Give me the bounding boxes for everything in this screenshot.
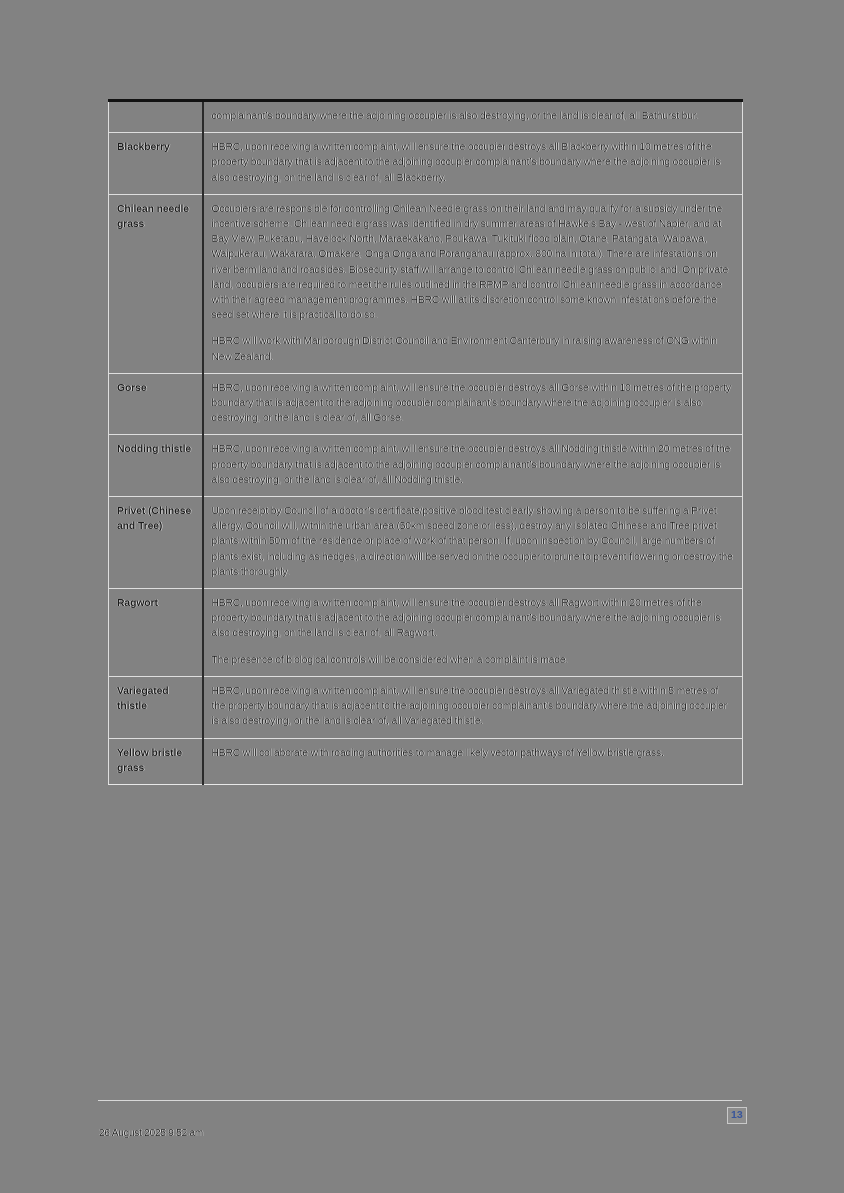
pest-name-cell: Variegated thistle	[109, 676, 203, 738]
pest-name-cell: Gorse	[109, 373, 203, 435]
rule-paragraph: Upon receipt by Council of a doctor’s certificate/positive blood test clearly showing a person to be suffering a Privet allergy, Council will, within the urban area (50km speed zone or less), destroy any isolated Chinese and Tree privet plants within 50m of the residence or place of work of that person. If, upon inspection by Council, large numbers of plants exist, including as hedges, a direction will be served on the occupier to prune to prevent flowering or destroy the plants thoroughly.	[211, 506, 733, 578]
pest-rule-cell	[203, 738, 743, 784]
pest-name-cell: Nodding thistle	[109, 435, 203, 497]
table-row	[109, 194, 743, 373]
pest-rule-cell	[203, 194, 743, 373]
footer-divider	[98, 1100, 742, 1101]
table-row	[109, 133, 743, 195]
pest-rule-cell	[203, 435, 743, 497]
rule-paragraph: HBRC will collaborate with roading authorities to manage likely vector pathways of Yellow bristle grass.	[211, 747, 664, 759]
pest-name-cell: Blackberry	[109, 133, 203, 195]
footer-timestamp: 26 August 2025 9.52 am	[99, 1128, 204, 1139]
rule-paragraph: HBRC, upon receiving a written complaint, will ensure the occupier destroys all Gorse within 10 metres of the property boundary that is adjacent to the adjoining occupier complainant’s boundary where the adjoining occupier is also destroying, or the land is clear of, all Gorse.	[211, 382, 731, 425]
rule-paragraph: HBRC, upon receiving a written complaint, will ensure the occupier destroys all Blackberry within 10 metres of the property boundary that is adjacent to the adjoining occupier complainant’s boundary where the adjoining occupier is also destroying, on the land is clear of, all Blackberry.	[211, 142, 721, 184]
table-row	[109, 676, 743, 738]
pest-name-cell: Privet (Chinese and Tree)	[109, 497, 203, 589]
table-row	[109, 435, 743, 497]
pest-rule-cell	[203, 676, 743, 738]
rule-paragraph: HBRC, upon receiving a written complaint, will ensure the occupier destroys all Nodding thistle within 20 metres of the property boundary that is adjacent to the adjoining occupier complainant’s boundary where the adjoining occupier is also destroying, or the land is clear of, all Nodding thistle.	[211, 444, 731, 486]
pest-rule-cell	[203, 133, 743, 195]
rule-paragraph: complainant’s boundary where the adjoining occupier is also destroying, or the land is clear of, all Bathurst bur.	[211, 111, 699, 122]
pest-rule-cell	[203, 497, 743, 589]
rule-paragraph: The presence of biological controls will be considered when a complaint is made.	[211, 654, 569, 666]
table-row	[109, 497, 743, 589]
pest-name-cell	[109, 101, 203, 133]
pest-name-cell: Chilean needle grass	[109, 194, 203, 373]
table-row	[109, 738, 743, 784]
table-row	[109, 373, 743, 435]
pest-rule-cell	[203, 589, 743, 677]
table-body	[109, 101, 743, 785]
pest-rules-table	[108, 99, 743, 785]
pest-rule-cell	[203, 373, 743, 435]
pest-name-cell: Yellow bristle grass	[109, 738, 203, 784]
page-number: 13	[727, 1107, 747, 1124]
rule-paragraph: HBRC, upon receiving a written complaint, will ensure the occupier destroys all Variegated thistle within 5 metres of the property boundary that is adjacent to the adjoining occupier complainant’s boundary where the adjoining occupier is also destroying, or the land is clear of, all Variegated thistle.	[211, 685, 727, 728]
table-row	[109, 589, 743, 677]
pest-name-cell: Ragwort	[109, 589, 203, 677]
rule-paragraph: Occupiers are responsible for controlling Chilean Needle grass on their land and may qualify for a subsidy under the incentive scheme. Chilean needle grass was identified in dry summer areas of Hawke’s Bay - west of Napier, and at Bay View, Puketapu, Havelock North, Maraekakaho, Poukawa, Tukituki flood plain, Otane, Patangata, Waipawa, Waipukerau, Wakarara, Omakere, Onga Onga and Porangahau (approx. 800 ha in total). There are infestations on river berm land and roadsides. Biosecurity staff will arrange to control Chilean needle grass on public land. On private land, occupiers are required to meet the rules outlined in the RPMP and control Chilean needle grass in accordance with their agreed management programmes. HBRC will at its discretion control some known infestations before the seed set where it is practical to do so.	[211, 203, 729, 322]
rule-paragraph: HBRC, upon receiving a written complaint, will ensure the occupier destroys all Ragwort within 20 metres of the property boundary that is adjacent to the adjoining occupier complainant’s boundary where the adjoining occupier is also destroying, on the land is clear of, all Ragwort.	[211, 598, 721, 640]
table-row	[109, 101, 743, 133]
pest-rule-cell	[203, 101, 743, 133]
rule-paragraph: HBRC will work with Marlborough District Council and Environment Canterbury in raising awareness of CNG within New Zealand.	[211, 336, 717, 363]
